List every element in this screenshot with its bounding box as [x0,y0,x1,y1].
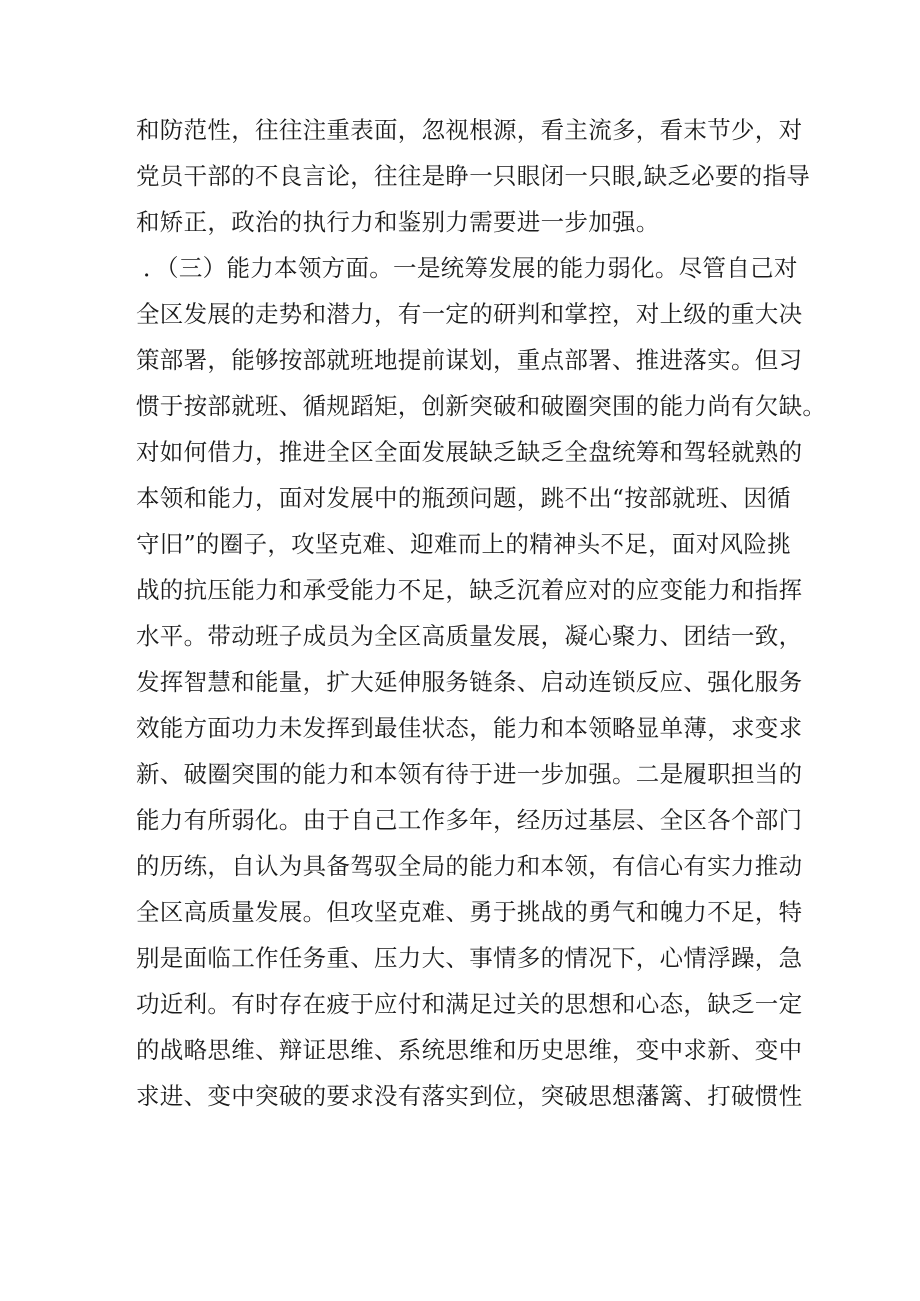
text-line: 全区发展的走势和潜力，有一定的研判和掌控，对上级的重大决 [136,300,803,328]
text-line: 和防范性，往往注重表面，忽视根源，看主流多，看末节少，对 [136,116,803,144]
text-line: 水平。带动班子成员为全区高质量发展，凝心聚力、团结一致， [136,622,803,650]
text-line: 效能方面功力未发挥到最佳状态，能力和本领略显单薄，求变求 [136,714,803,742]
text-line: 对如何借力，推进全区全面发展缺乏缺乏全盘统筹和驾轻就熟的 [136,438,803,466]
text-line: 功近利。有时存在疲于应付和满足过关的思想和心态，缺乏一定 [136,990,803,1018]
text-line: 全区高质量发展。但攻坚克难、勇于挑战的勇气和魄力不足，特 [136,898,803,926]
text-line: ．（三）能力本领方面。一是统筹发展的能力弱化。尽管自己对 [143,254,798,282]
text-line: 发挥智慧和能量，扩大延伸服务链条、启动连锁反应、强化服务 [136,668,803,696]
text-line: 本领和能力，面对发展中的瓶颈问题，跳不出“按部就班、因循 [136,484,791,512]
text-line: 惯于按部就班、循规蹈矩，创新突破和破圈突围的能力尚有欠缺。 [136,392,827,420]
text-line: 新、破圈突围的能力和本领有待于进一步加强。二是履职担当的 [136,760,803,788]
text-line: 能力有所弱化。由于自己工作多年，经历过基层、全区各个部门 [136,806,803,834]
text-line: 战的抗压能力和承受能力不足，缺乏沉着应对的应变能力和指挥 [136,576,803,604]
text-line: 策部署，能够按部就班地提前谋划，重点部署、推进落实。但习 [136,346,803,374]
text-line: 守旧”的圈子，攻坚克难、迎难而上的精神头不足，面对风险挑 [136,530,791,558]
text-line: 和矫正，政治的执行力和鉴别力需要进一步加强。 [136,208,660,236]
text-line: 求进、变中突破的要求没有落实到位，突破思想藩篱、打破惯性 [136,1082,803,1110]
text-line: 党员干部的不良言论，往往是睁一只眼闭一只眼,缺乏必要的指导 [136,162,811,190]
text-line: 别是面临工作任务重、压力大、事情多的情况下，心情浮躁，急 [136,944,803,972]
text-line: 的历练，自认为具备驾驭全局的能力和本领，有信心有实力推动 [136,852,803,880]
text-line: 的战略思维、辩证思维、系统思维和历史思维，变中求新、变中 [136,1036,803,1064]
